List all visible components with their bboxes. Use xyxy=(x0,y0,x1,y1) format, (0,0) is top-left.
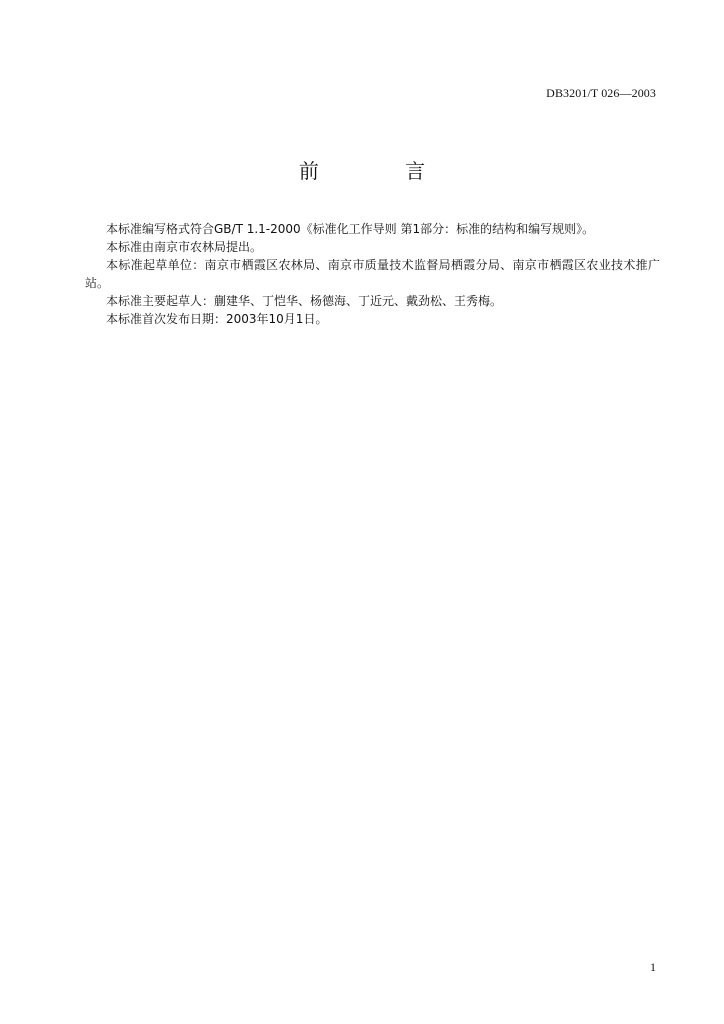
page-title: 前 言 xyxy=(298,159,466,183)
paragraph-drafting-units: 本标准起草单位：南京市栖霞区农林局、南京市质量技术监督局栖霞分局、南京市栖霞区农业技术推广站。 xyxy=(85,258,660,290)
foreword-body xyxy=(85,220,660,328)
paragraph-release-date: 本标准首次发布日期：2003年10月1日。 xyxy=(106,312,328,326)
paragraph-drafters: 本标准主要起草人：蒯建华、丁恺华、杨德海、丁近元、戴劲松、王秀梅。 xyxy=(106,294,503,308)
paragraph-proposer: 本标准由南京市农林局提出。 xyxy=(106,240,263,254)
page-number: 1 xyxy=(650,960,656,974)
paragraph-format: 本标准编写格式符合GB/T 1.1-2000《标准化工作导则 第1部分：标准的结构和编写规则》。 xyxy=(106,222,595,236)
standard-code: DB3201/T 026—2003 xyxy=(546,86,656,100)
